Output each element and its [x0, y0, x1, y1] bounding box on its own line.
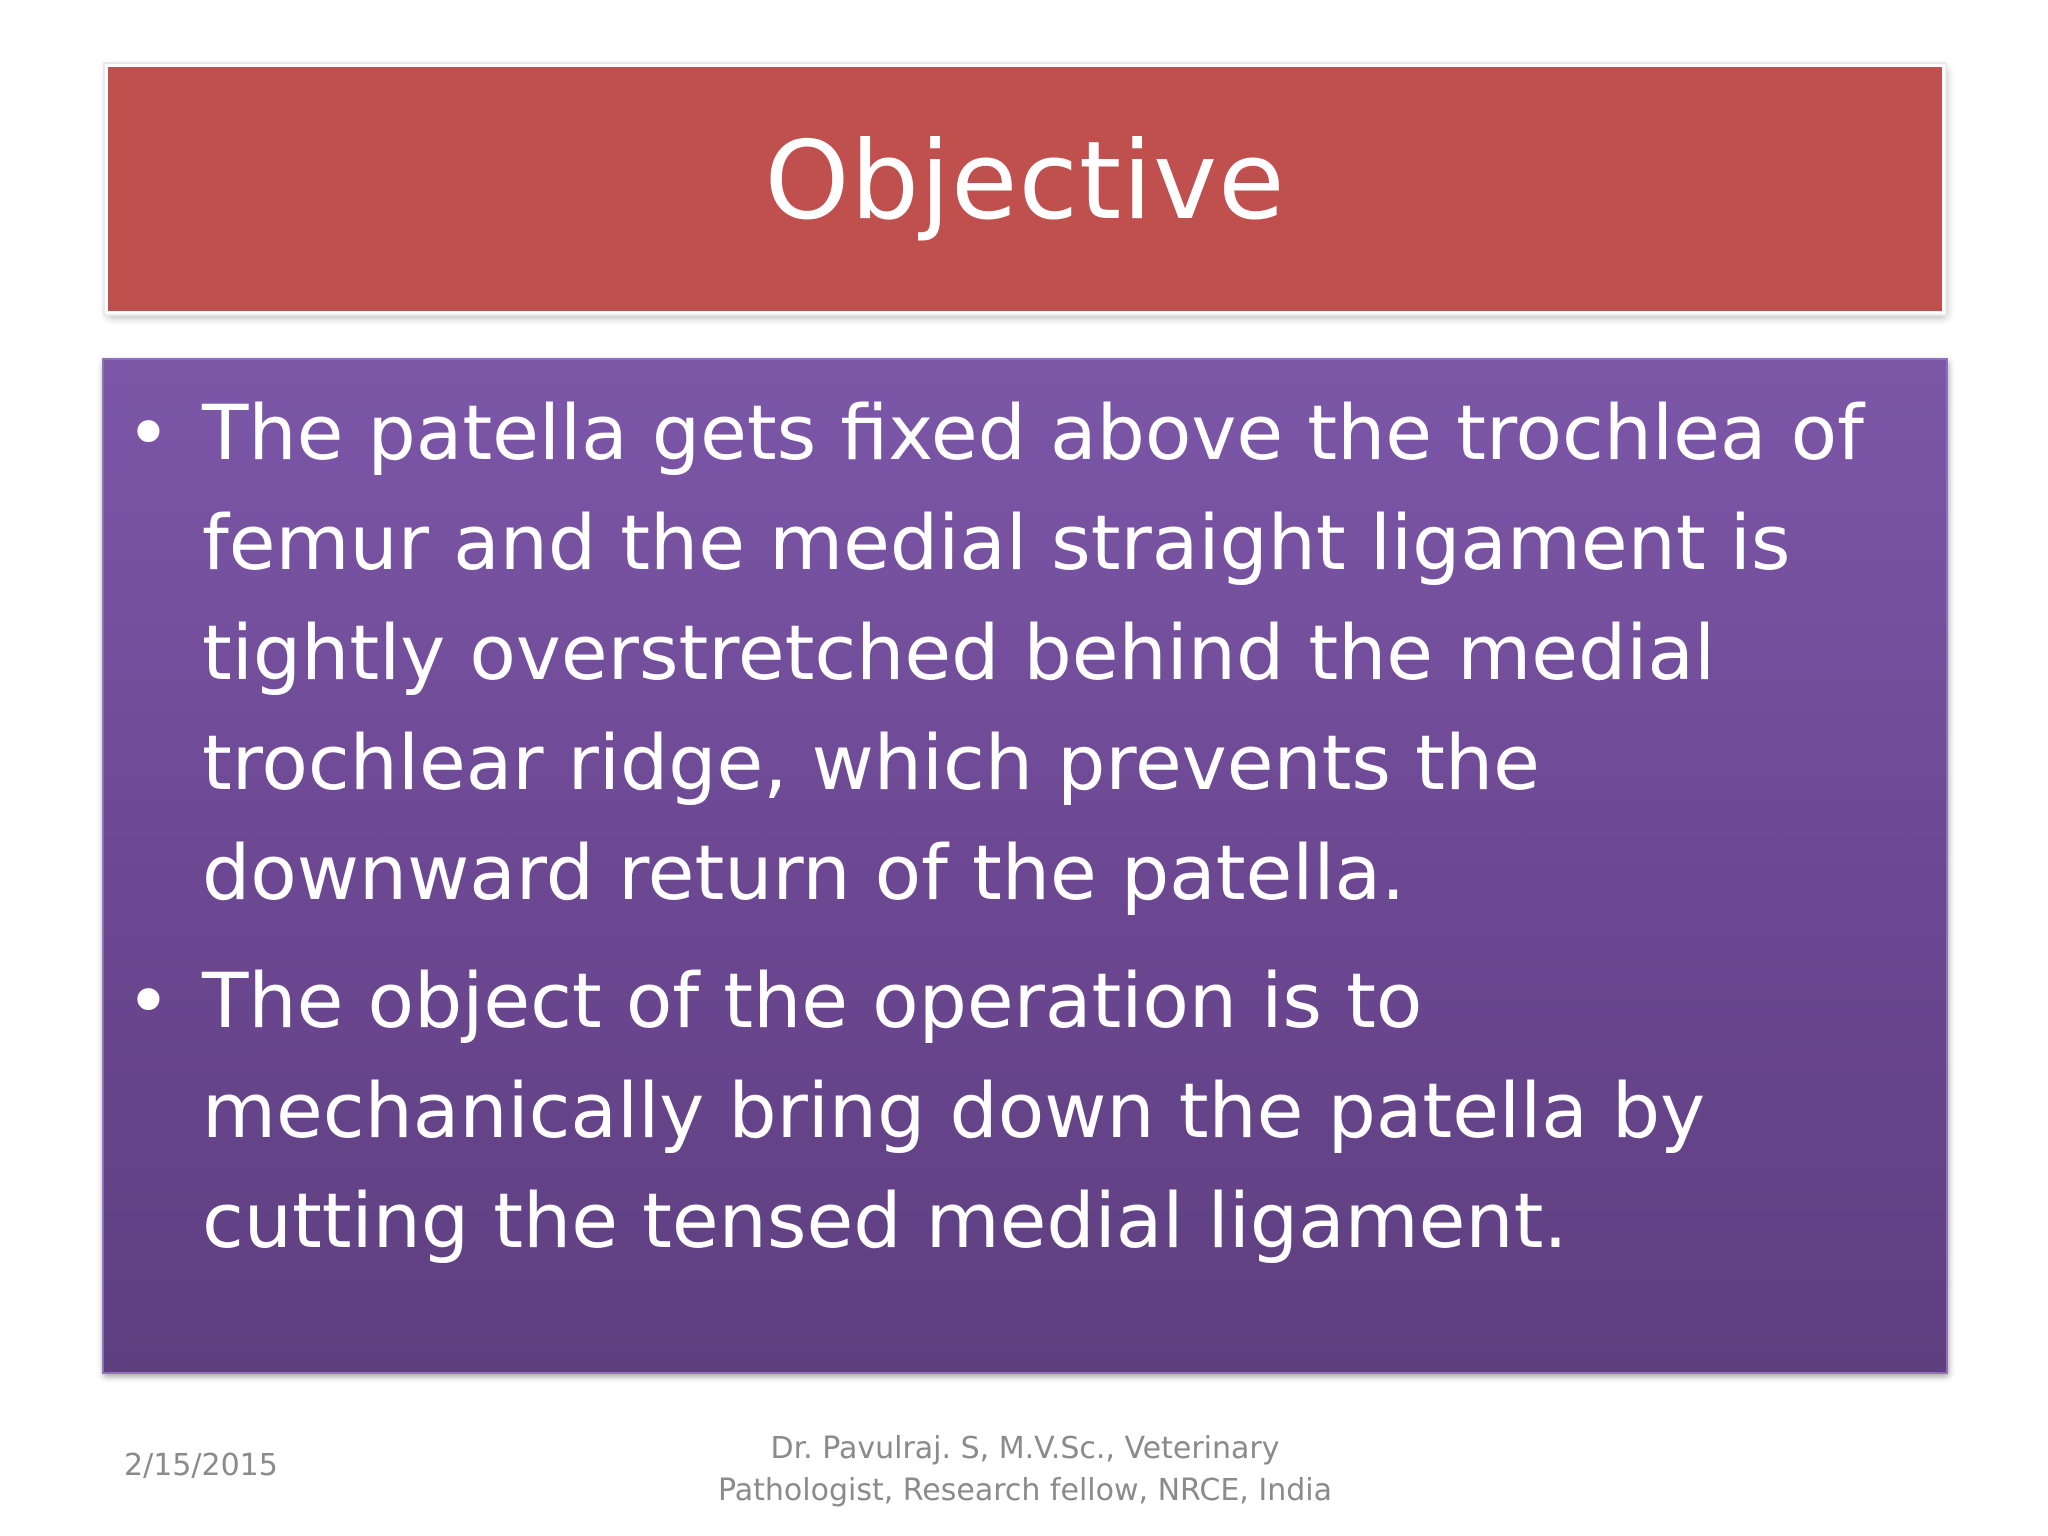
footer-author-line2: Pathologist, Research fellow, NRCE, India	[718, 1473, 1332, 1508]
slide-title: Objective	[764, 119, 1286, 244]
bullet-item	[104, 378, 1906, 928]
bullet-item	[104, 946, 1906, 1276]
title-box	[105, 64, 1945, 314]
bullet-dot-icon: •	[126, 956, 171, 1045]
content-box	[102, 358, 1948, 1374]
footer-date: 2/15/2015	[124, 1448, 278, 1483]
bullet-text: The object of the operation is to mechanically bring down the patella by cutting the tensed medial ligament.	[202, 956, 1706, 1265]
footer-author	[700, 1428, 1350, 1512]
bullet-list	[104, 378, 1906, 1276]
footer-author-line1: Dr. Pavulraj. S, M.V.Sc., Veterinary	[770, 1431, 1280, 1466]
bullet-text: The patella gets fixed above the trochlea of femur and the medial straight ligament is tightly overstretched behind the medial trochlear ridge, which prevents the downward return of the patella.	[202, 388, 1864, 917]
bullet-dot-icon: •	[126, 388, 171, 477]
